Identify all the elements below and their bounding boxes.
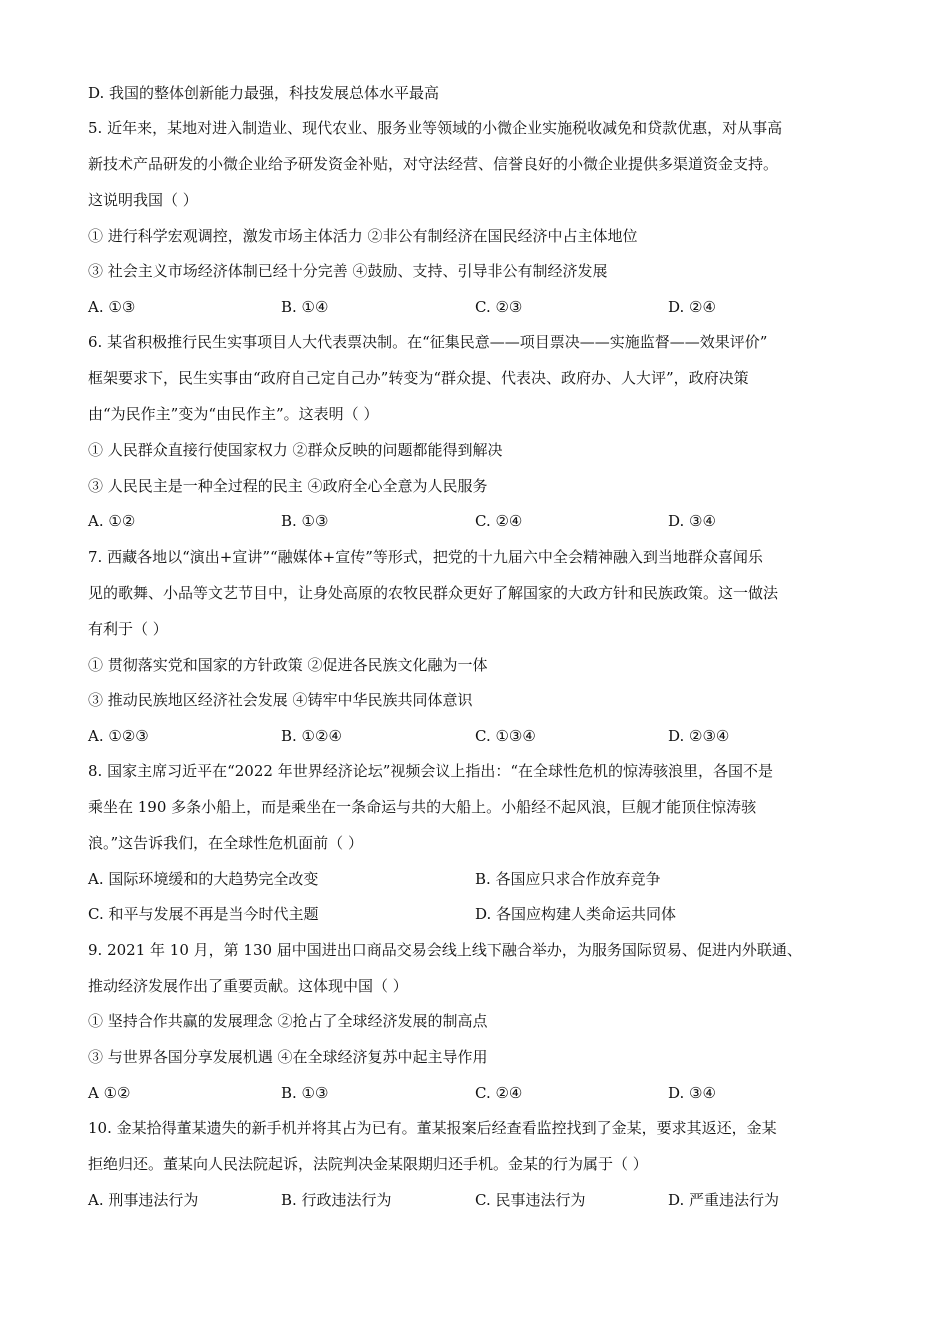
q5-option-b: B. ①④ — [281, 298, 329, 316]
q6-statement-1: ① 人民群众直接行使国家权力 ②群众反映的问题都能得到解决 — [88, 441, 503, 459]
q9-stem-line-2: 推动经济发展作出了重要贡献。这体现中国（ ） — [88, 977, 408, 995]
q6-stem-line-1: 6. 某省积极推行民生实事项目人大代表票决制。在“征集民意——项目票决——实施监督——效果评价” — [88, 333, 768, 351]
q8-option-a: A. 国际环境缓和的大趋势完全改变 — [88, 870, 319, 888]
q5-stem-line-2: 新技术产品研发的小微企业给予研发资金补贴，对守法经营、信誉良好的小微企业提供多渠道资金支持。 — [88, 155, 779, 173]
q5-option-c: C. ②③ — [475, 298, 523, 316]
q8-stem-line-3: 浪。”这告诉我们，在全球性危机面前（ ） — [88, 834, 363, 852]
q5-statement-2: ③ 社会主义市场经济体制已经十分完善 ④鼓励、支持、引导非公有制经济发展 — [88, 262, 608, 280]
q10-stem-line-1: 10. 金某拾得董某遗失的新手机并将其占为已有。董某报案后经查看监控找到了金某，要求其返还，金某 — [88, 1119, 777, 1137]
q5-stem-line-1: 5. 近年来，某地对进入制造业、现代农业、服务业等领域的小微企业实施税收减免和贷款优惠，对从事高 — [88, 119, 783, 137]
q7-option-b: B. ①②④ — [281, 727, 342, 745]
q10-option-b: B. 行政违法行为 — [281, 1191, 392, 1209]
q6-option-b: B. ①③ — [281, 512, 329, 530]
q9-option-c: C. ②④ — [475, 1084, 523, 1102]
q6-option-c: C. ②④ — [475, 512, 523, 530]
q10-option-a: A. 刑事违法行为 — [88, 1191, 199, 1209]
q6-stem-line-3: 由“为民作主”变为“由民作主”。这表明（ ） — [88, 405, 379, 423]
q8-stem-line-1: 8. 国家主席习近平在“2022 年世界经济论坛”视频会议上指出：“在全球性危机的惊涛骇浪里，各国不是 — [88, 762, 774, 780]
q10-option-c: C. 民事违法行为 — [475, 1191, 586, 1209]
q8-option-c: C. 和平与发展不再是当今时代主题 — [88, 905, 319, 923]
q9-option-a: A ①② — [88, 1084, 131, 1102]
q10-stem-line-2: 拒绝归还。董某向人民法院起诉，法院判决金某限期归还手机。金某的行为属于（ ） — [88, 1155, 648, 1173]
q4-option-d: D. 我国的整体创新能力最强，科技发展总体水平最高 — [88, 84, 440, 102]
q9-option-d: D. ③④ — [668, 1084, 716, 1102]
q7-stem-line-2: 见的歌舞、小品等文艺节目中，让身处高原的农牧民群众更好了解国家的大政方针和民族政策。这一做法 — [88, 584, 779, 602]
q6-statement-2: ③ 人民民主是一种全过程的民主 ④政府全心全意为人民服务 — [88, 477, 488, 495]
q9-statement-2: ③ 与世界各国分享发展机遇 ④在全球经济复苏中起主导作用 — [88, 1048, 488, 1066]
q6-stem-line-2: 框架要求下，民生实事由“政府自己定自己办”转变为“群众提、代表决、政府办、人大评”，政府决策 — [88, 369, 749, 387]
q7-statement-2: ③ 推动民族地区经济社会发展 ④铸牢中华民族共同体意识 — [88, 691, 473, 709]
q6-option-d: D. ③④ — [668, 512, 716, 530]
q7-option-d: D. ②③④ — [668, 727, 730, 745]
q5-stem-line-3: 这说明我国（ ） — [88, 191, 198, 209]
q5-option-a: A. ①③ — [88, 298, 136, 316]
q5-statement-1: ① 进行科学宏观调控，激发市场主体活力 ②非公有制经济在国民经济中占主体地位 — [88, 227, 638, 245]
q7-statement-1: ① 贯彻落实党和国家的方针政策 ②促进各民族文化融为一体 — [88, 656, 488, 674]
q9-option-b: B. ①③ — [281, 1084, 329, 1102]
q9-stem-line-1: 9. 2021 年 10 月，第 130 届中国进出口商品交易会线上线下融合举办，为服务国际贸易、促进内外联通、 — [88, 941, 802, 959]
q5-option-d: D. ②④ — [668, 298, 716, 316]
q8-option-d: D. 各国应构建人类命运共同体 — [475, 905, 677, 923]
q10-option-d: D. 严重违法行为 — [668, 1191, 780, 1209]
q7-option-c: C. ①③④ — [475, 727, 536, 745]
q8-stem-line-2: 乘坐在 190 多条小船上，而是乘坐在一条命运与共的大船上。小船经不起风浪，巨舰才能顶住惊涛骇 — [88, 798, 757, 816]
q7-option-a: A. ①②③ — [88, 727, 149, 745]
q9-statement-1: ① 坚持合作共赢的发展理念 ②抢占了全球经济发展的制高点 — [88, 1012, 488, 1030]
q6-option-a: A. ①② — [88, 512, 136, 530]
q8-option-b: B. 各国应只求合作放弃竞争 — [475, 870, 661, 888]
q7-stem-line-1: 7. 西藏各地以“演出+宣讲”“融媒体+宣传”等形式，把党的十九届六中全会精神融入到当地群众喜闻乐 — [88, 548, 763, 566]
q7-stem-line-3: 有利于（ ） — [88, 620, 168, 638]
